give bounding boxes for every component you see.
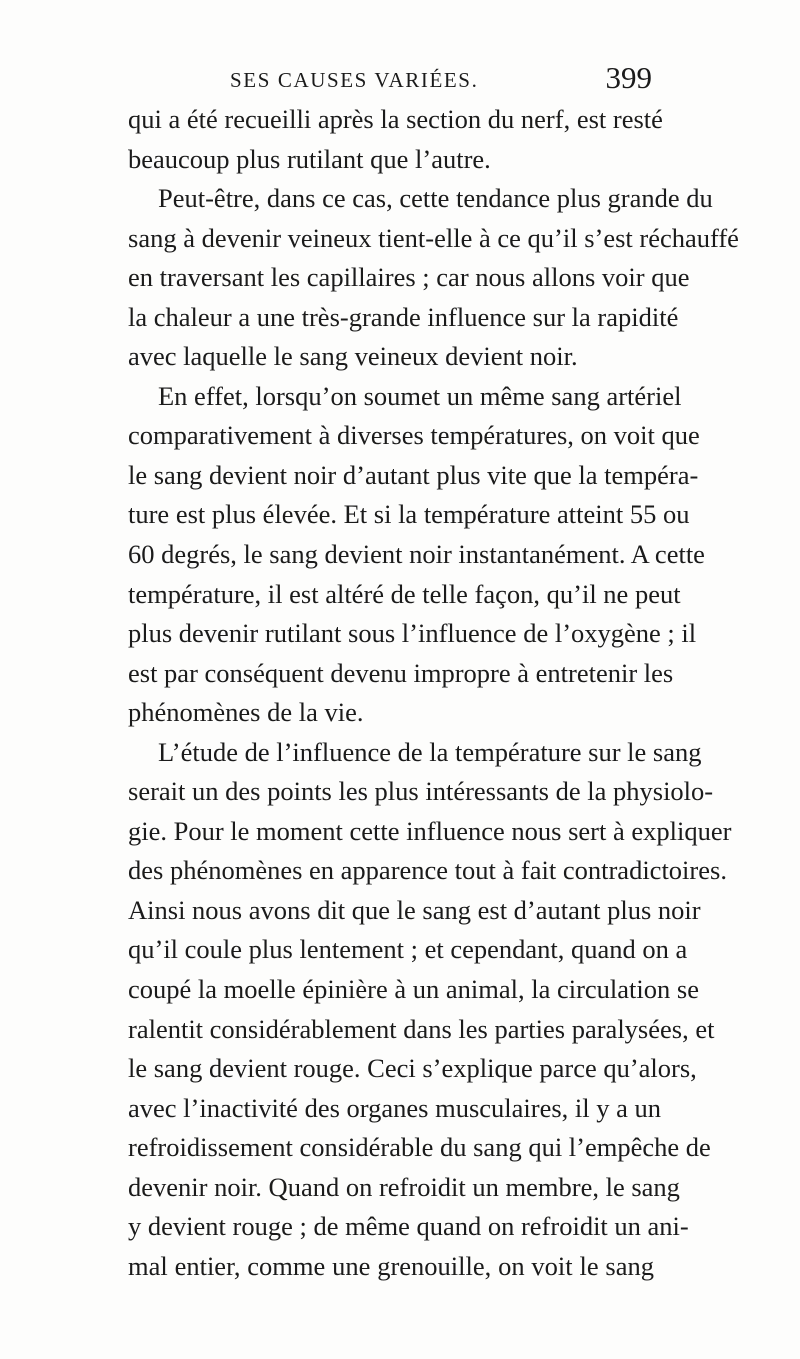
text-line: des phénomènes en apparence tout à fait contradictoires. bbox=[128, 855, 727, 886]
page-number: 399 bbox=[605, 60, 652, 95]
text-line: est par conséquent devenu impropre à entretenir les bbox=[128, 657, 674, 688]
text-line: Peut-être, dans ce cas, cette tendance plus grande du bbox=[158, 183, 713, 214]
running-title: SES CAUSES VARIÉES. bbox=[230, 68, 479, 92]
text-line: avec laquelle le sang veineux devient noir. bbox=[128, 341, 578, 372]
body-text bbox=[128, 100, 739, 1286]
text-line: devenir noir. Quand on refroidit un membre, le sang bbox=[128, 1171, 680, 1202]
text-line: le sang devient rouge. Ceci s’explique parce qu’alors, bbox=[128, 1053, 697, 1084]
text-line: plus devenir rutilant sous l’influence de l’oxygène ; il bbox=[128, 618, 697, 649]
text-line: comparativement à diverses températures, on voit que bbox=[128, 420, 700, 451]
text-line: coupé la moelle épinière à un animal, la circulation se bbox=[128, 974, 699, 1005]
text-line: qui a été recueilli après la section du nerf, est resté bbox=[128, 104, 663, 134]
text-line: le sang devient noir d’autant plus vite que la tempéra- bbox=[128, 459, 699, 490]
text-line: ralentit considérablement dans les parties paralysées, et bbox=[128, 1013, 715, 1044]
text-line: y devient rouge ; de même quand on refroidit un ani- bbox=[128, 1211, 689, 1242]
text-line: gie. Pour le moment cette influence nous sert à expliquer bbox=[128, 815, 732, 846]
text-line: En effet, lorsqu’on soumet un même sang artériel bbox=[158, 380, 682, 411]
running-head bbox=[128, 60, 652, 100]
text-line: qu’il coule plus lentement ; et cependant, quand on a bbox=[128, 934, 688, 965]
text-line: Ainsi nous avons dit que le sang est d’autant plus noir bbox=[128, 894, 701, 925]
text-line: serait un des points les plus intéressants de la physiolo- bbox=[128, 776, 714, 807]
text-line: mal entier, comme une grenouille, on voit le sang bbox=[128, 1250, 654, 1281]
text-line: phénomènes de la vie. bbox=[128, 697, 364, 728]
text-line: refroidissement considérable du sang qui l’empêche de bbox=[128, 1132, 711, 1163]
text-line: ture est plus élevée. Et si la température atteint 55 ou bbox=[128, 499, 690, 530]
text-line: avec l’inactivité des organes musculaires, il y a un bbox=[128, 1092, 662, 1123]
text-line: beaucoup plus rutilant que l’autre. bbox=[128, 143, 491, 174]
text-line: sang à devenir veineux tient-elle à ce qu’il s’est réchauffé bbox=[128, 222, 739, 253]
text-line: 60 degrés, le sang devient noir instantanément. A cette bbox=[128, 539, 705, 570]
text-line: la chaleur a une très-grande influence sur la rapidité bbox=[128, 301, 679, 332]
text-line: en traversant les capillaires ; car nous allons voir que bbox=[128, 262, 690, 293]
text-line: température, il est altéré de telle façon, qu’il ne peut bbox=[128, 578, 681, 609]
text-line: L’étude de l’influence de la température sur le sang bbox=[158, 736, 702, 767]
